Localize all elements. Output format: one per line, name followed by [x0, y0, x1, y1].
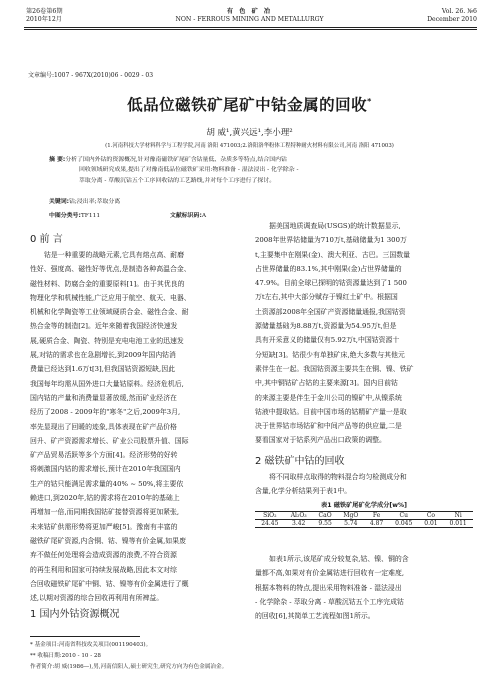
- header-rule-thin: [24, 29, 477, 30]
- text-line: 将不同取样点取得的物料混合均匀检测成分和: [269, 473, 407, 481]
- section-heading-1: 1 国内外钴资源概况: [30, 609, 120, 620]
- table-row: [255, 520, 473, 528]
- footnote-received: ** 收稿日期:2010 - 10 - 28: [30, 653, 101, 659]
- text-line: 磁铁矿尾矿资源,内含铜、钴、镍等有价金属,如果废: [30, 536, 186, 545]
- affiliation: (1.河南科技大学材料科学与工程学院,河南 洛阳 471003;2.洛阳洛华粉体工程特种耐火材料有限公司,河南 洛阳 471003): [105, 143, 394, 149]
- table-cell: 9.55: [318, 520, 332, 527]
- text-line: 展,对钴的需求也在急剧增长,到2009年国内钴消: [30, 351, 176, 360]
- text-line: t,主要集中在刚果(金)、澳大利亚、古巴。三国数量: [255, 250, 411, 259]
- composition-table: [255, 511, 473, 528]
- doc-code-label: 文献标识码:: [170, 213, 202, 219]
- table-header-cell: Al₂O₃: [290, 512, 307, 519]
- sampling-paragraph: [255, 470, 473, 499]
- text-line: 将刺激国内钴的需求增长,预计在2010年我国国内: [30, 465, 181, 474]
- text-line: 土资源部2008年全国矿产资源储量通报,我国钴资: [255, 307, 406, 316]
- table-cell: 3.42: [292, 520, 306, 527]
- text-line: 展,硬质合金、陶瓷、特别是充电电池工业的迅速发: [30, 336, 184, 345]
- text-line: 源储量基础为8.88万t,资源量为54.95万t,但是: [255, 322, 397, 331]
- journal-name: [0, 8, 499, 24]
- keywords-text: 钴;浸出率;萃取分离: [69, 199, 121, 205]
- text-line: 钴是一种重要的战略元素,它具有熔点高、耐磨: [44, 251, 185, 259]
- text-line: 生产的钴只能满足需求量的40% ~ 50%,将主要依: [30, 479, 184, 488]
- text-line: 具有开采意义的储量仅有5.92万t,中国钴资源十: [255, 336, 400, 345]
- text-line: 分短缺[3]。钴很少有单独矿床,绝大多数与其他元: [255, 350, 405, 359]
- paper-title: [0, 93, 499, 115]
- text-line: 万t左右,其中大部分赋存于镍红土矿中。根据国: [255, 293, 398, 302]
- title-footnote-mark: *: [367, 96, 372, 106]
- text-line: 钴液中提取钴。目前中国市场的钴精矿产量一是取: [255, 407, 407, 416]
- text-line: 决于世界钴市场钴矿和中间产品等的供应量,二是: [255, 422, 402, 431]
- text-line: 率先显现出了回暖的迹象,具体表现在矿产品价格: [30, 422, 177, 431]
- table-caption-text: 表1 磁铁矿尾矿化学成分[w%]: [321, 502, 407, 509]
- text-line: 的回收[6],其简单工艺流程如图1所示。: [255, 612, 375, 621]
- table-header-cell: Cu: [399, 512, 408, 519]
- text-line: 根据本物料的特点,提出采用物料准备 - 湿法浸出: [255, 583, 402, 592]
- keywords-label: 关键词:: [49, 199, 70, 205]
- text-line: 回升、矿产资源需求增长、矿业公司股票升值、国际: [30, 436, 189, 445]
- text-line: 费量已经达到1.6万t[3],但我国钴资源短缺,因此: [30, 365, 176, 374]
- abstract: [49, 155, 449, 186]
- header-rule: [24, 27, 477, 28]
- text-line: 合回收磁铁矿尾矿中铜、钴、镍等有价金属进行了概: [30, 579, 189, 588]
- resource-paragraph: [255, 219, 473, 448]
- section-heading-2: 2 磁铁矿中钴的回收: [255, 456, 345, 467]
- text-line: 中,其中铜钴矿占钴的主要来源[3]。国内目前钴: [255, 379, 398, 388]
- text-line: 述,以期对资源的综合回收再利用有所裨益。: [30, 594, 164, 603]
- table-caption: [255, 500, 473, 509]
- text-line: 经历了2008 - 2009年的"寒冬"之后,2009年3月,: [30, 408, 181, 417]
- text-line: 2008年世界钴储量为710万t,基础储量为1 300万: [255, 236, 407, 245]
- clc-label: 中图分类号:: [49, 213, 81, 219]
- table-header-cell: Co: [426, 512, 436, 519]
- authors: 胡 威¹,黄兴远¹,李小理²: [206, 128, 293, 138]
- text-line: 弃不做任何处理将会造成资源的浪费,不符合资源: [30, 551, 177, 560]
- text-line: 如表1所示,该尾矿成分较复杂,钴、镍、铜的含: [269, 555, 409, 563]
- paper-title-text: 低品位磁铁矿尾矿中钴金属的回收: [127, 96, 368, 114]
- text-line: 再增加一倍,而同期我国钴矿接替资源将更加紧张,: [30, 508, 180, 517]
- text-line: 含量,化学分析结果列于表1中。: [255, 487, 352, 496]
- volume-en: Vol. 26. №6: [441, 8, 477, 15]
- text-line: 47.9%。目前全球已探明的钴资源量达到了1 500: [255, 279, 407, 288]
- intro-paragraph: [30, 248, 240, 605]
- text-line: 未来钴矿供需形势将更加严峻[5]。豫南有丰富的: [30, 522, 178, 531]
- text-line: 据美国地质调查局(USGS)的统计数据显示,: [269, 222, 401, 230]
- table-header-cell: MgO: [343, 512, 359, 519]
- issue-volume: 第26卷第6期: [26, 8, 63, 15]
- article-number: 文章编号:1007 - 967X(2010)06 - 0029 - 03: [28, 72, 154, 79]
- text-line: 占世界储量的83.1%,其中刚果(金)占世界储量的: [255, 264, 402, 273]
- section-heading-0: 0 前 言: [30, 234, 63, 245]
- text-line: 的再生利用和国家可持续发展战略,因此本文对综: [30, 565, 177, 574]
- footnotes: [30, 640, 227, 673]
- table-cell: 0.045: [395, 520, 413, 527]
- table-cell: 4.87: [369, 520, 384, 527]
- text-line: 要看国家对于钴系列产品出口政策的调整。: [255, 436, 386, 445]
- table-cell: 0.011: [449, 520, 467, 527]
- issue-date: 2010年12月: [26, 16, 62, 23]
- table-header-cell: Ni: [454, 512, 462, 519]
- text-line: 素伴生在一起。我国钴资源主要共生在铜、镍、铁矿: [255, 364, 414, 373]
- abstract-line: 分析了国内外钴的资源概况,针对豫南磁铁矿尾矿含钴量低、杂质多等特点,结合国内钴: [65, 157, 287, 163]
- document-code: [170, 210, 206, 219]
- table-cell: 24.45: [261, 520, 279, 527]
- keywords: [49, 196, 120, 205]
- journal-name-en: NON - FERROUS MINING AND METALLURGY: [175, 16, 324, 23]
- abstract-label: 摘 要:: [49, 157, 66, 163]
- table-cell: 0.01: [424, 520, 438, 527]
- text-line: 磁性材料、防腐合金的重要原料[1]。由于其优良的: [30, 279, 185, 288]
- table-cell: 5.74: [344, 520, 358, 527]
- table-header-cell: CaO: [318, 512, 332, 519]
- doc-code-text: A: [201, 213, 207, 219]
- footnote-funding: * 基金项目:河南省科技攻关项目(001190403)。: [30, 642, 152, 648]
- process-paragraph: [255, 552, 473, 623]
- text-line: 性好、强度高、磁性好等优点,是制造各种高温合金、: [30, 265, 191, 274]
- journal-volume: [427, 8, 477, 24]
- journal-name-cn: 有 色 矿 冶: [226, 8, 273, 15]
- text-line: 机械和化学陶瓷等工业领域硬质合金、磁性合金、耐: [30, 308, 189, 317]
- table-header-cell: Fe: [372, 512, 381, 519]
- table-header-row: [255, 512, 473, 520]
- text-line: 矿产品贸易活跃等多个方面[4]。经济形势的好转: [30, 451, 178, 460]
- abstract-line: 萃取分离 - 草酸沉钴五个工序回收钴的工艺路线,并对每个工序进行了探讨。: [79, 177, 276, 184]
- text-line: 量都不高,如果对有价金属钴进行回收有一定难度,: [255, 569, 405, 578]
- clc-text: TF111: [80, 213, 101, 219]
- text-line: 的来源主要是伴生于金川公司的镍矿中,从镍系统: [255, 393, 402, 402]
- text-line: 热合金等的制造[2]。近年来随着我国经济快速发: [30, 322, 178, 331]
- text-line: - 化学除杂 - 萃取分离 - 草酸沉钴五个工序完成钴: [255, 597, 404, 606]
- clc-number: [49, 210, 100, 219]
- text-line: 国内钴的产量和消费量显著放缓,然而矿业经济在: [30, 393, 177, 402]
- text-line: 物理化学和机械性能,广泛应用于航空、航天、电器、: [30, 293, 191, 302]
- text-line: 赖进口,到2020年,钴的需求将在2010年的基础上: [30, 494, 180, 503]
- date-en: December 2010: [427, 16, 477, 23]
- text-line: 我国每年均需从国外进口大量钴原料。经济危机后,: [30, 379, 184, 388]
- abstract-line: 回收领域研究成果,提出了对豫南低品位磁铁矿采用:物料准备 - 湿法浸出 - 化学除杂 -: [79, 167, 299, 174]
- footnote-author: 作者简介:胡 威(1986—),男,河南信阳人,硕士研究生,研究方向为有色金属冶金。: [30, 664, 228, 670]
- table-header-cell: SiO₂: [263, 512, 277, 519]
- footnote-rule: [30, 636, 140, 637]
